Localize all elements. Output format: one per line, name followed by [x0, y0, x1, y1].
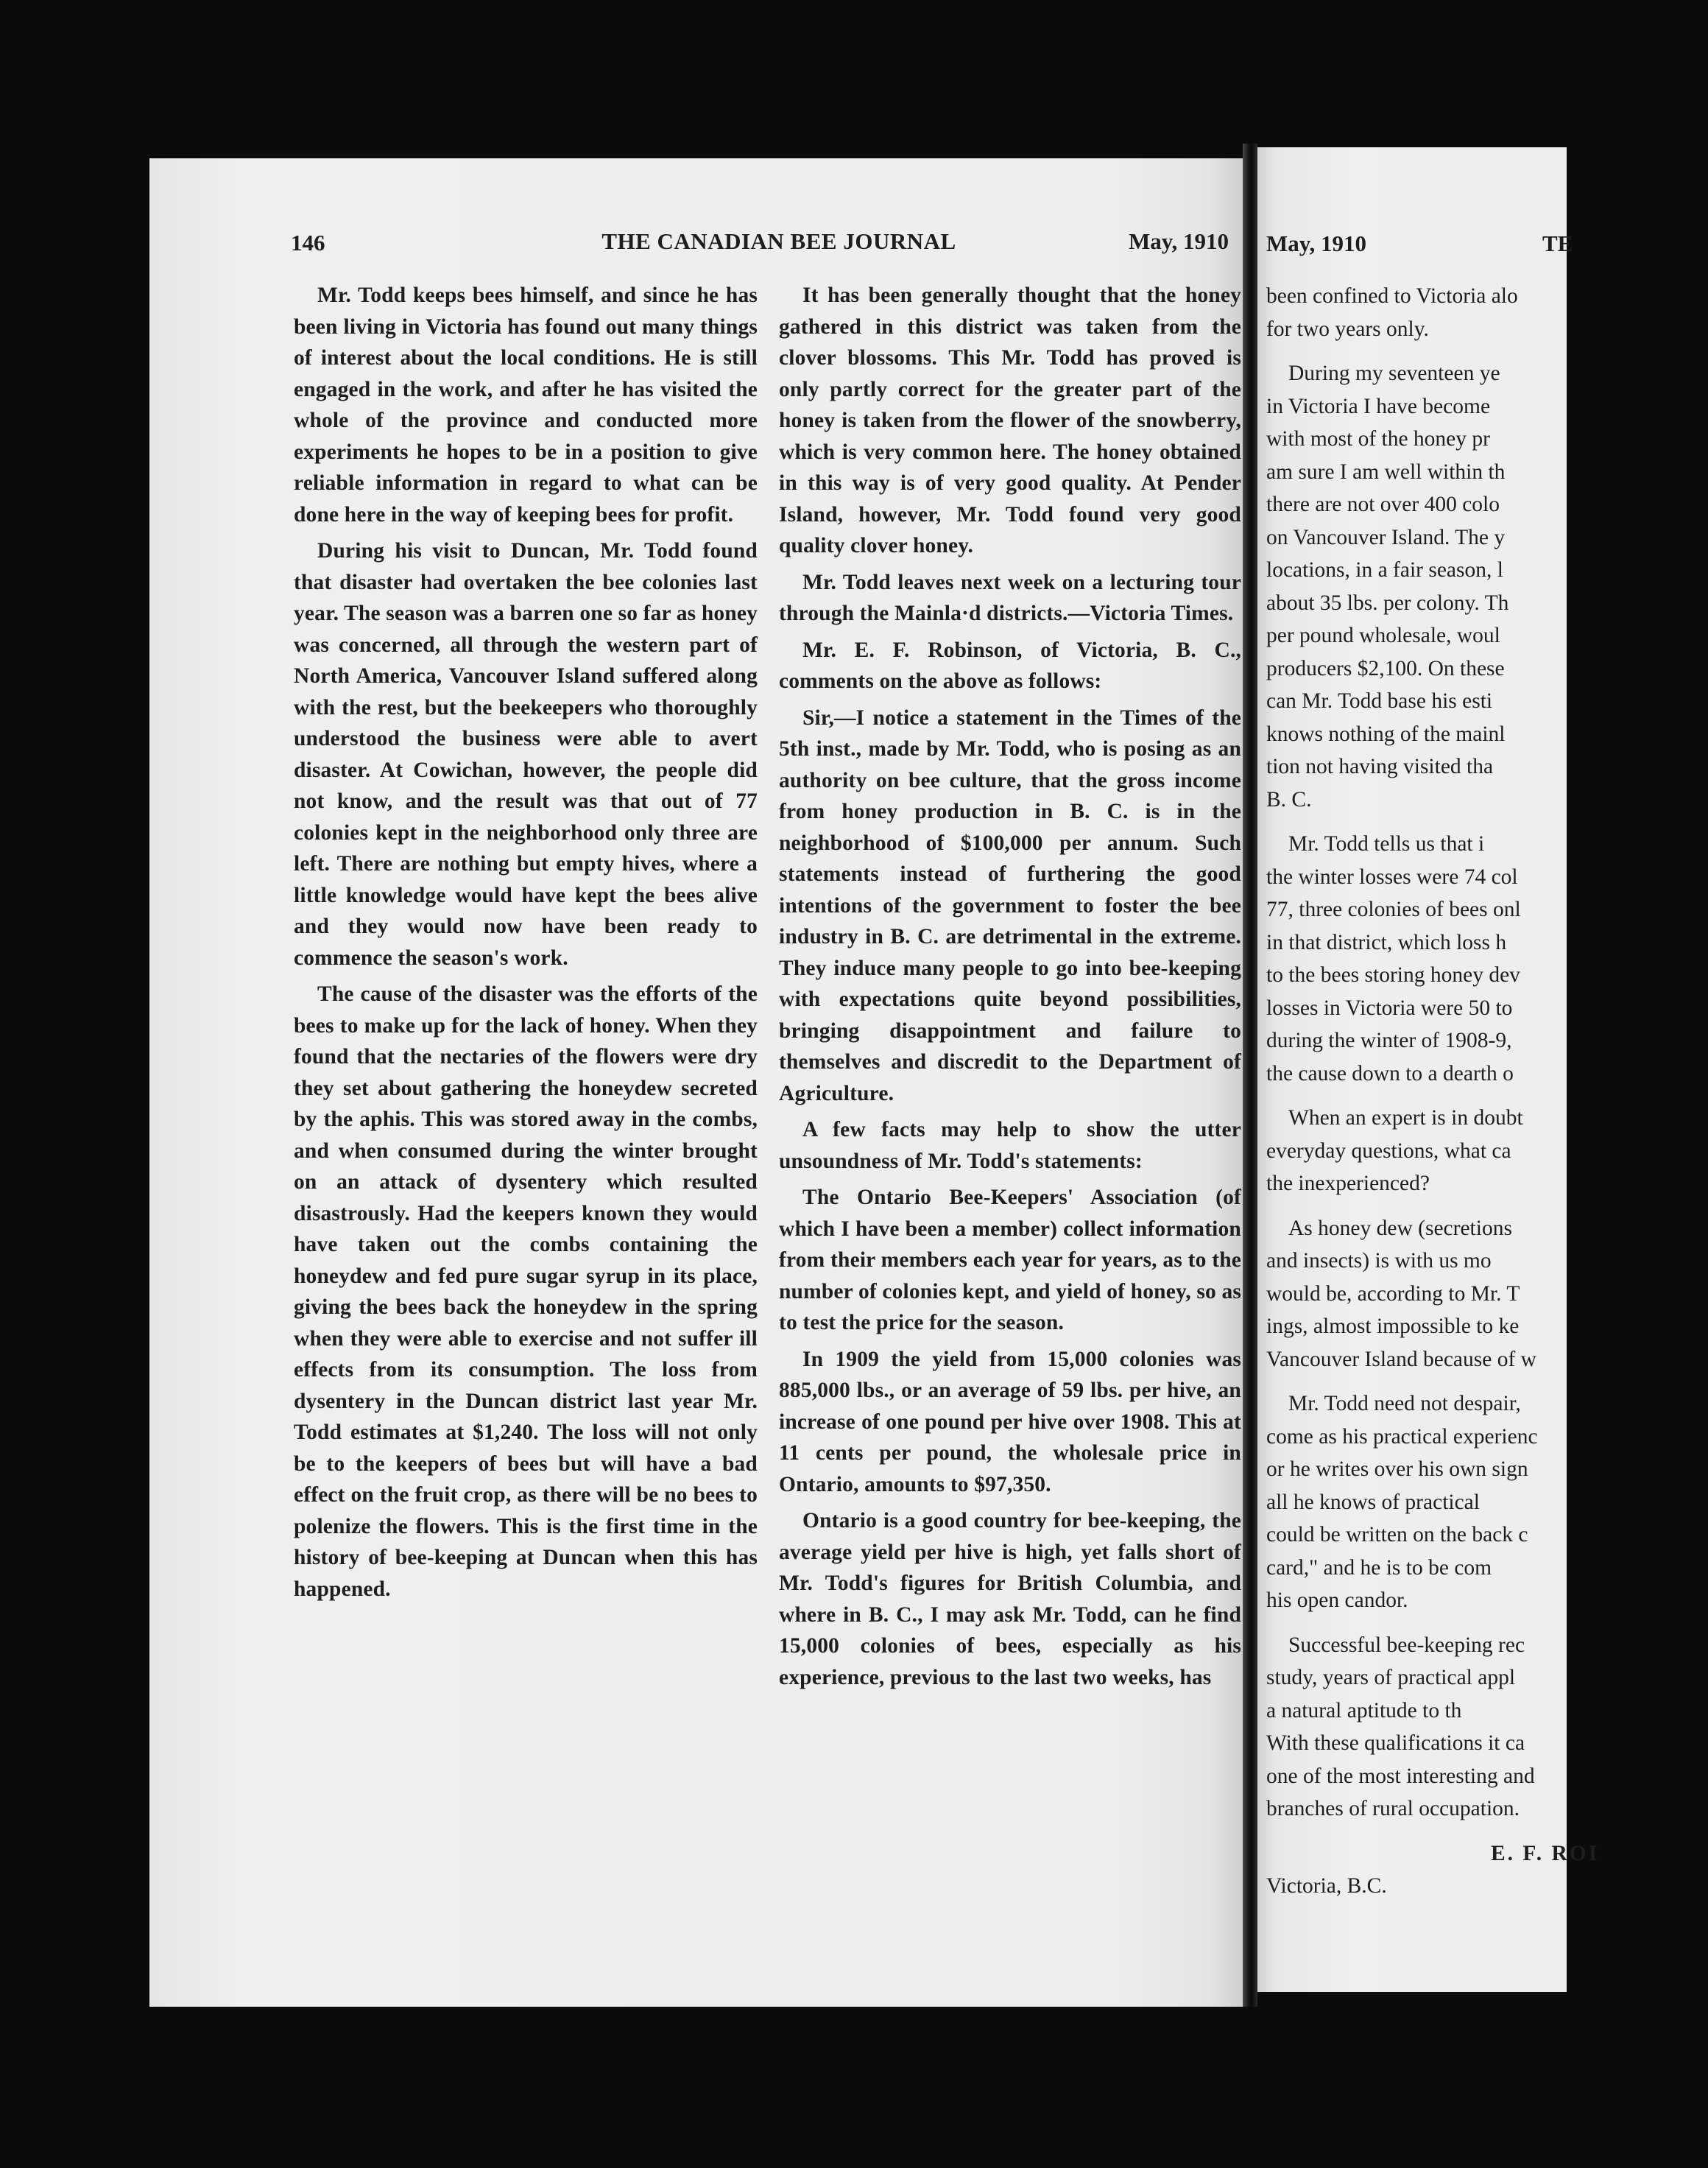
text-line: As honey dew (secretions: [1288, 1216, 1512, 1240]
right-journal-title-fragment: TE: [1542, 230, 1573, 256]
text-line: his open candor.: [1266, 1588, 1408, 1612]
right-page: [1257, 147, 1600, 1992]
paragraph: Sir,—I notice a statement in the Times of the 5th inst., made by Mr. Todd, who is posing as an authority on bee culture, that the gross income from honey production in B. C. is in the neighborhood of $100,000 per annum. Such statements instead of furthering the good intentions of the government to foster the bee industry in B. C. are detrimental in the extreme. They induce many people to go into bee-keeping with expectations quite beyond possibilities, bringing disappointment and failure to themselves and discredit to the Department of Agriculture.: [779, 705, 1241, 1105]
paragraph-gap: [1266, 345, 1708, 357]
paragraph: A few facts may help to show the utter unsoundness of Mr. Todd's statements:: [779, 1118, 1241, 1173]
paragraph: Ontario is a good country for bee-keeping, the average yield per hive is high, yet falls short of Mr. Todd's figures for British Columbia, and where in B. C., I may ask Mr. Todd, can he find 15,000 colonies of bees, especially as his experience, previous to the last two weeks, has: [779, 1509, 1241, 1689]
paragraph: During his visit to Duncan, Mr. Todd found that disaster had overtaken the bee colonies last year. The season was a barren one so far as honey was concerned, all through the western part of North America, Vancouver Island suffered along with the rest, but the beekeepers who thoroughly understood the business were able to avert disaster. At Cowichan, however, the people did not know, and the result was that out of 77 colonies kept in the neighborhood only three are left. There are nothing but empty hives, where a little knowledge would have kept the bees alive and they would now have been ready to commence the season's work.: [294, 539, 758, 970]
text-line: During my seventeen ye: [1288, 362, 1500, 385]
text-line: Mr. Todd tells us that i: [1288, 832, 1485, 856]
article-column-1: [294, 280, 758, 1610]
text-line: been confined to Victoria alo: [1266, 284, 1518, 308]
text-line: producers $2,100. On these: [1266, 656, 1505, 680]
paragraph: Mr. Todd keeps bees himself, and since he has been living in Victoria has found out many things of interest about the local conditions. He is still engaged in the work, and after he has visited the whole of the province and conducted more experiments he hopes to be in a position to give reliable information in regard to what can be done here in the way of keeping bees for profit.: [294, 284, 758, 527]
text-line: can Mr. Todd base his esti: [1266, 689, 1493, 713]
text-line: study, years of practical appl: [1266, 1666, 1516, 1689]
text-line: everyday questions, what ca: [1266, 1138, 1511, 1163]
text-line: Mr. Todd need not despair,: [1288, 1392, 1521, 1415]
text-line: losses in Victoria were 50 to: [1266, 996, 1513, 1020]
text-line: in Victoria I have become: [1266, 394, 1491, 418]
text-line: When an expert is in doubt: [1288, 1106, 1523, 1130]
text-line: the cause down to a dearth o: [1266, 1061, 1514, 1085]
paragraph-gap: [1266, 1090, 1708, 1102]
paragraph: It has been generally thought that the honey gathered in this district was taken from the clover blossoms. This Mr. Todd has proved is only partly correct for the greater part of the honey is taken from the flower of the snowberry, which is very common here. The honey obtained in this way is of very good quality. At Pender Island, however, Mr. Todd found very good quality clover honey.: [779, 284, 1241, 557]
paragraph-gap: [1266, 1200, 1708, 1212]
paragraph-gap: [1266, 1376, 1708, 1387]
right-issue-date: May, 1910: [1266, 230, 1367, 256]
text-line: there are not over 400 colo: [1266, 493, 1500, 516]
paragraph-gap: [1266, 1617, 1708, 1629]
page-number: 146: [291, 230, 325, 256]
text-line: for two years only.: [1266, 317, 1429, 341]
text-line: branches of rural occupation.: [1266, 1797, 1520, 1820]
paragraph: The Ontario Bee-Keepers' Association (of which I have been a member) collect information from their members each year for years, as to the number of colonies kept, and yield of honey, so as to test the price for the season.: [779, 1186, 1241, 1334]
page-gutter: [1243, 144, 1257, 2007]
text-line: the inexperienced?: [1266, 1172, 1430, 1195]
paragraph: Mr. Todd leaves next week on a lecturing tour through the Mainla·d districts.—Victoria Times.: [779, 570, 1241, 625]
paragraph-gap: [1266, 1826, 1708, 1837]
left-page: [149, 158, 1243, 2007]
text-line: during the winter of 1908-9,: [1266, 1029, 1512, 1052]
text-line: knows nothing of the mainl: [1266, 722, 1506, 746]
text-line: tion not having visited tha: [1266, 755, 1494, 778]
text-line: and insects) is with us mo: [1266, 1249, 1492, 1273]
text-line: card," and he is to be com: [1266, 1555, 1492, 1580]
signature-place: Victoria, B.C.: [1266, 1874, 1387, 1898]
text-line: on Vancouver Island. The y: [1266, 525, 1506, 549]
text-line: ings, almost impossible to ke: [1266, 1314, 1520, 1338]
text-line: or he writes over his own sign: [1266, 1457, 1528, 1481]
paragraph: The cause of the disaster was the efforts of the bees to make up for the lack of honey. When they found that the nectaries of the flowers were dry they set about gathering the honeydew secreted by the aphis. This was stored away in the combs, and when consumed during the winter brought on an attack of dysentery which resulted disastrously. Had the keepers known they would have taken out the combs containing the honeydew and fed pure sugar syrup in its place, giving the bees back the honeydew in the spring when they were able to exercise and not suffer ill effects from its consumption. The loss from dysentery in the Duncan district last year Mr. Todd estimates at $1,240. The loss will not only be to the keepers of bees but will have a bad effect on the fruit crop, as there will be no bees to polenize the flowers. This is the first time in the history of bee-keeping at Duncan when this has happened.: [294, 982, 758, 1601]
journal-title: THE CANADIAN BEE JOURNAL: [601, 228, 956, 254]
paragraph: Mr. E. F. Robinson, of Victoria, B. C., comments on the above as follows:: [779, 638, 1241, 693]
issue-date: May, 1910: [1129, 228, 1229, 254]
paragraph: In 1909 the yield from 15,000 colonies was 885,000 lbs., or an average of 59 lbs. per hive, an increase of one pound per hive over 1908. This at 11 cents per pound, the wholesale price in Ontario, amounts to $97,350.: [779, 1347, 1241, 1496]
text-line: per pound wholesale, woul: [1266, 624, 1500, 647]
right-page-column: [1266, 280, 1708, 1903]
text-line: with most of the honey pr: [1266, 427, 1490, 451]
text-line: locations, in a fair season, l: [1266, 558, 1503, 582]
text-line: in that district, which loss h: [1266, 930, 1507, 954]
signature-line: [1266, 1837, 1708, 1870]
text-line: With these qualifications it ca: [1266, 1731, 1525, 1755]
text-line: all he knows of practical: [1266, 1490, 1480, 1514]
text-line: B. C.: [1266, 787, 1312, 812]
text-line: about 35 lbs. per colony. Th: [1266, 591, 1509, 615]
text-line: could be written on the back c: [1266, 1523, 1528, 1546]
article-column-2: [779, 280, 1241, 1698]
paragraph-gap: [1266, 816, 1708, 828]
text-line: the winter losses were 74 col: [1266, 865, 1518, 889]
text-line: come as his practical experienc: [1266, 1424, 1538, 1449]
text-line: 77, three colonies of bees onl: [1266, 898, 1521, 921]
text-line: to the bees storing honey dev: [1266, 963, 1520, 987]
text-line: would be, according to Mr. T: [1266, 1281, 1520, 1306]
text-line: Successful bee-keeping rec: [1288, 1633, 1525, 1657]
text-line: one of the most interesting and: [1266, 1764, 1535, 1788]
text-line: Vancouver Island because of w: [1266, 1347, 1536, 1371]
signature: E. F. ROI: [1491, 1841, 1600, 1865]
right-page-header: [1266, 230, 1573, 257]
text-line: a natural aptitude to th: [1266, 1698, 1462, 1722]
text-line: am sure I am well within th: [1266, 460, 1506, 484]
